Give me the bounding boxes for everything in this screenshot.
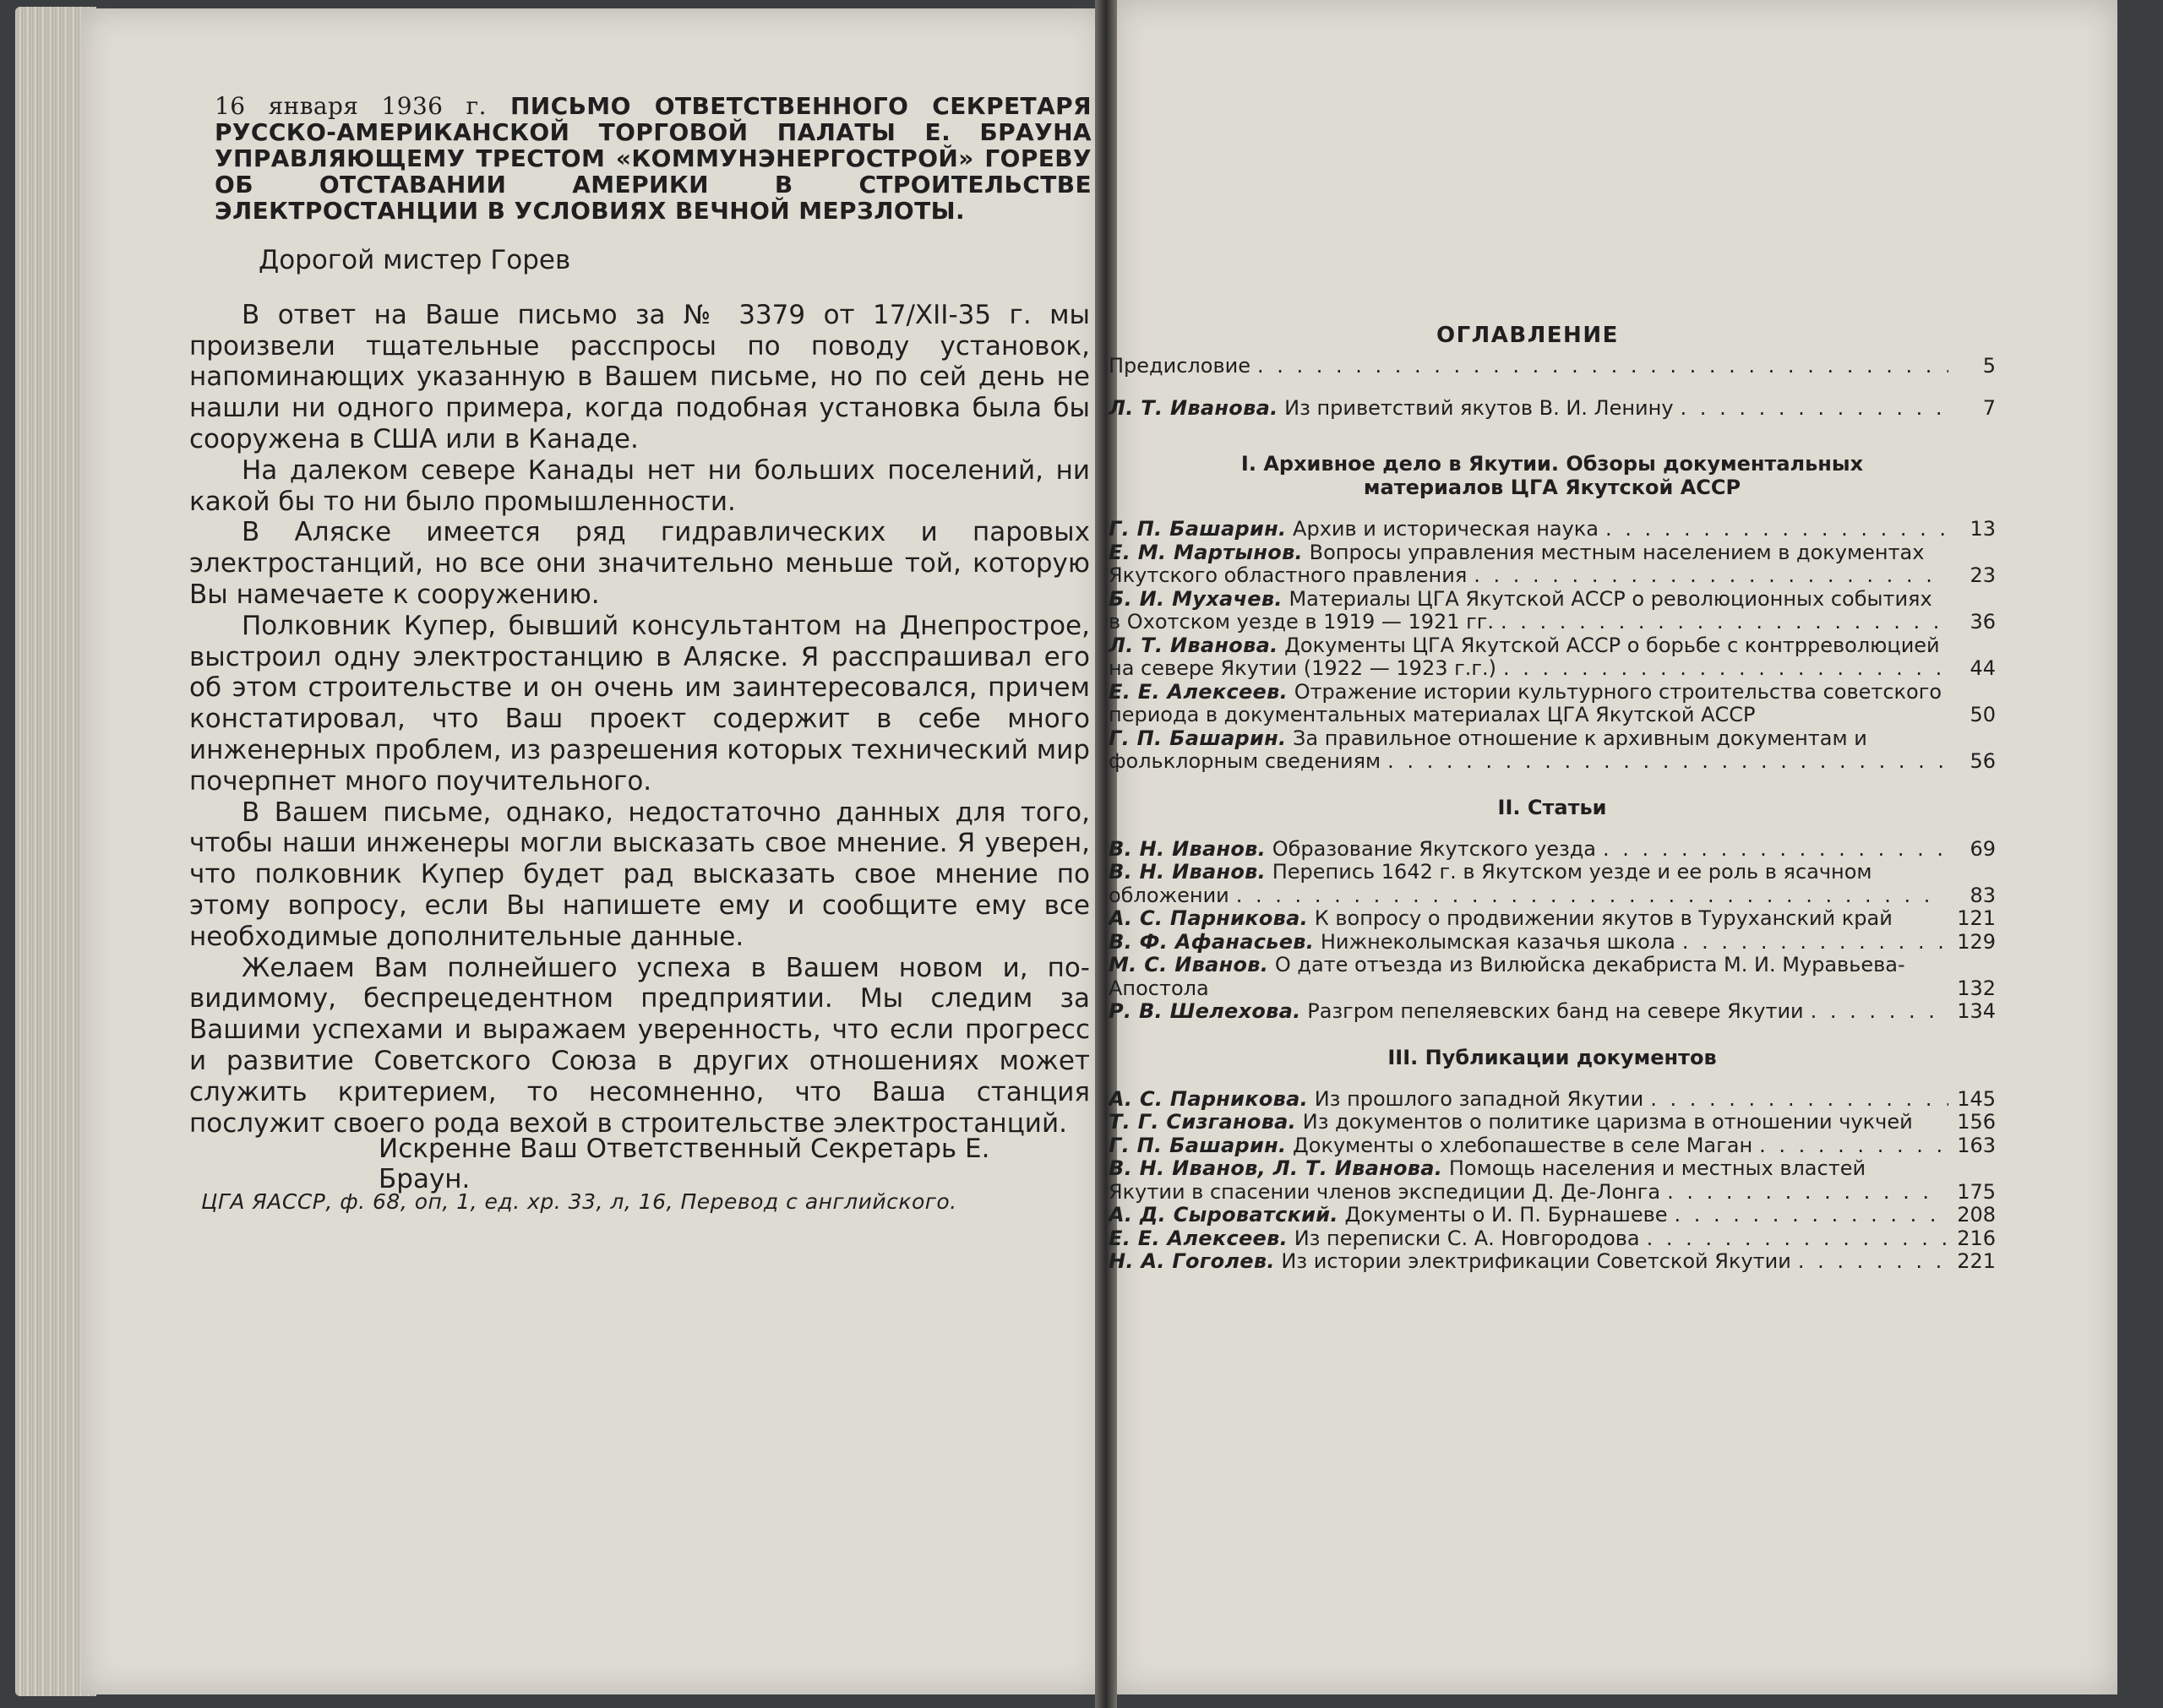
letter-paragraph: В ответ на Ваше письмо за № 3379 от 17/XII-35 г. мы произвели тщательные расспросы по поводу установок, напоминающих указанную в Вашем письме, но по сей день не нашли ни одного примера, когда подобная установка была бы сооружена в США или в Канаде. xyxy=(189,299,1090,454)
toc-entry-text: Архив и историческая наука xyxy=(1293,518,1599,541)
toc-entry-text: О дате отъезда из Вилюйска декабриста М. И. Муравьева-Апостола xyxy=(1109,954,1905,1000)
toc-page-number: 208 xyxy=(1957,1203,1996,1227)
toc-entry-text: Вопросы управления местным населением в документах Якутского областного правления xyxy=(1109,541,1925,587)
letter-salutation: Дорогой мистер Горев xyxy=(259,245,571,275)
toc-entry-text: Образование Якутского уезда xyxy=(1272,837,1597,861)
toc-entry-text: Разгром пепеляевских банд на севере Якутии xyxy=(1307,1000,1804,1023)
toc-page-number: 7 xyxy=(1982,395,1996,420)
toc-page-number: 221 xyxy=(1957,1249,1996,1273)
toc-entry xyxy=(1109,1204,1996,1227)
toc-entry-author: А. С. Парникова. xyxy=(1109,907,1309,930)
letter-paragraph: На далеком севере Канады нет ни больших поселений, ни какой бы то ни было промышленности. xyxy=(189,454,1090,517)
toc-entry-author: А. С. Парникова. xyxy=(1109,1087,1309,1111)
toc-page-number: 132 xyxy=(1957,976,1996,1000)
archive-source-note: ЦГА ЯАССР, ф. 68, оп, 1, ед. хр. 33, л, 16, Перевод с английского. xyxy=(201,1189,957,1214)
toc-section-title: I. Архивное дело в Якутии. Обзоры документальных материалов ЦГА Якутской АССР xyxy=(1240,452,1864,499)
toc-entry-author: Н. А. Гоголев. xyxy=(1109,1250,1275,1273)
toc-page-number: 13 xyxy=(1970,517,1996,541)
toc-page-number: 83 xyxy=(1970,883,1996,907)
toc-entry-text: Материалы ЦГА Якутской АССР о революционных событиях в Охотском уезде в 1919 — 1921 гг. xyxy=(1109,587,1932,634)
toc-page-number: 129 xyxy=(1957,929,1996,954)
toc-page-number: 23 xyxy=(1970,563,1996,587)
letter-paragraph: В Вашем письме, однако, недостаточно данных для того, чтобы наши инженеры могли высказать свое мнение. Я уверен, что полковник Купер будет рад высказать свое мнение по этому вопросу, если Вы напишете ему и сообщите ему все необходимые дополнительные данные. xyxy=(189,797,1090,952)
toc-page-number: 69 xyxy=(1970,836,1996,861)
toc-entry-author: В. Н. Иванов. xyxy=(1109,861,1267,884)
toc-title: ОГЛАВЛЕНИЕ xyxy=(1436,323,1619,348)
toc-entry xyxy=(1109,838,1996,862)
toc-section-title: III. Публикации документов xyxy=(1387,1045,1717,1069)
toc-entry xyxy=(1109,931,1996,955)
toc-entry xyxy=(1109,518,1996,541)
toc-entry-author: В. Н. Иванов, Л. Т. Иванова. xyxy=(1109,1157,1443,1180)
toc-page-number: 134 xyxy=(1957,999,1996,1023)
toc-entry-text: Из прошлого западной Якутии xyxy=(1314,1087,1644,1111)
toc-entry-text: К вопросу о продвижении якутов в Туруханский край xyxy=(1314,907,1893,930)
letter-title: ПИСЬМО ОТВЕТСТВЕННОГО СЕКРЕТАРЯ РУССКО-АМЕРИКАНСКОЙ ТОРГОВОЙ ПАЛАТЫ Е. БРАУНА УПРАВЛЯЮЩЕМУ ТРЕСТОМ «КОММУНЭНЕРГОСТРОЙ» ГОРЕВУ ОБ ОТСТАВАНИИ АМЕРИКИ В СТРОИТЕЛЬСТВЕ ЭЛЕКТРОСТАНЦИИ В УСЛОВИЯХ ВЕЧНОЙ МЕРЗЛОТЫ. xyxy=(215,92,1092,225)
toc-entry xyxy=(1109,1134,1996,1158)
toc-page-number: 156 xyxy=(1957,1110,1996,1134)
toc-page-number: 44 xyxy=(1970,656,1996,680)
toc-entry xyxy=(1109,681,1996,727)
letter-body xyxy=(189,245,1090,1139)
toc-page-number: 216 xyxy=(1957,1226,1996,1250)
toc-entry-author: А. Д. Сыроватский. xyxy=(1109,1204,1338,1227)
toc-entry-text: Документы о И. П. Бурнашеве xyxy=(1344,1204,1668,1227)
toc-page-number: 121 xyxy=(1957,906,1996,930)
toc-entry xyxy=(1109,1250,1996,1274)
toc-entry xyxy=(1109,954,1996,1000)
toc-entry-text: Из истории электрификации Советской Якутии xyxy=(1281,1250,1791,1273)
toc-entry-author: В. Ф. Афанасьев. xyxy=(1109,930,1315,954)
toc-entry-author: М. С. Иванов. xyxy=(1109,954,1269,976)
toc-entry-author: Б. И. Мухачев. xyxy=(1109,587,1283,611)
toc-entry xyxy=(1109,1111,1996,1134)
toc-entry-author: Е. М. Мартынов. xyxy=(1109,541,1303,564)
toc-entry-text: Документы ЦГА Якутской АССР о борьбе с контрреволюцией на севере Якутии (1922 — 1923 г.г.) xyxy=(1109,634,1940,680)
toc-entry-text: Помощь населения и местных властей Якутии в спасении членов экспедиции Д. Де-Лонга xyxy=(1109,1157,1866,1204)
letter-paragraph: Желаем Вам полнейшего успеха в Вашем новом и, по-видимому, беспрецедентном предприятии. Мы следим за Вашими успехами и выражаем уверенность, что если прогресс и развитие Советского Союза в других отношениях может служить критерием, то несомненно, что Ваша станция послужит своего рода вехой в строительстве электростанций. xyxy=(189,952,1090,1139)
letter-heading xyxy=(215,93,1092,224)
toc-entry xyxy=(1109,397,1996,421)
toc-entry-text: Нижнеколымская казачья школа xyxy=(1320,930,1675,954)
toc-entry xyxy=(1109,1088,1996,1112)
toc-page-number: 50 xyxy=(1970,703,1996,726)
toc-entry xyxy=(1109,588,1996,634)
toc-page-number: 36 xyxy=(1970,610,1996,634)
toc-entry-author: В. Н. Иванов. xyxy=(1109,837,1267,861)
letter-paragraph: В Аляске имеется ряд гидравлических и паровых электростанций, но все они значительно меньше той, которую Вы намечаете к сооружению. xyxy=(189,517,1090,610)
letter-date: 16 января 1936 г. xyxy=(215,92,487,120)
toc-page-number: 56 xyxy=(1970,749,1996,773)
toc-entry-text: Перепись 1642 г. в Якутском уезде и ее роль в ясачном обложении xyxy=(1109,861,1872,907)
toc-entry xyxy=(1109,1000,1996,1024)
toc-entry-text: Предисловие xyxy=(1109,355,1250,378)
toc-entry-text: Отражение истории культурного строительства советского периода в документальных материалах ЦГА Якутской АССР xyxy=(1109,680,1942,726)
toc-entry xyxy=(1109,634,1996,681)
toc-entry xyxy=(1109,907,1996,931)
toc-entry xyxy=(1109,541,1996,588)
table-of-contents xyxy=(1109,355,1996,1274)
toc-section-title: II. Статьи xyxy=(1497,795,1607,819)
toc-entry-author: Е. Е. Алексеев. xyxy=(1109,680,1289,704)
toc-entry-text: Из документов о политике царизма в отношении чукчей xyxy=(1302,1111,1913,1134)
toc-entry-author: Р. В. Шелехова. xyxy=(1109,1000,1301,1023)
toc-entry-author: Г. П. Башарин. xyxy=(1109,1134,1287,1157)
toc-entry xyxy=(1109,861,1996,907)
toc-page-number: 163 xyxy=(1957,1133,1996,1157)
toc-entry-text: Из приветствий якутов В. И. Ленину xyxy=(1284,396,1674,420)
toc-entry-author: Г. П. Башарин. xyxy=(1109,518,1287,541)
letter-signature: Искренне Ваш Ответственный Секретарь Е. Браун. xyxy=(379,1134,990,1194)
toc-entry xyxy=(1109,1227,1996,1251)
toc-entry-author: Л. Т. Иванова. xyxy=(1109,634,1278,657)
toc-entry-text: Документы о хлебопашестве в селе Маган xyxy=(1293,1134,1753,1157)
toc-entry-author: Л. Т. Иванова. xyxy=(1109,396,1278,420)
toc-entry-author: Т. Г. Сизганова. xyxy=(1109,1111,1297,1134)
toc-entry-author: Г. П. Башарин. xyxy=(1109,726,1287,750)
toc-entry-author: Е. Е. Алексеев. xyxy=(1109,1227,1289,1250)
toc-page-number: 175 xyxy=(1957,1179,1996,1204)
toc-entry xyxy=(1109,727,1996,774)
toc-page-number: 5 xyxy=(1982,354,1996,378)
toc-entry-text: Из переписки С. А. Новгородова xyxy=(1294,1227,1640,1250)
toc-page-number: 145 xyxy=(1957,1086,1996,1111)
toc-entry xyxy=(1109,1157,1996,1204)
letter-paragraph: Полковник Купер, бывший консультантом на Днепрострое, выстроил одну электростанцию в Аляске. Я расспрашивал его об этом строительстве и он очень им заинтересовался, причем констатировал, что Ваш проект содержит в себе много инженерных проблем, из разрешения которых технический мир почерпнет много поучительного. xyxy=(189,610,1090,797)
toc-entry-text: За правильное отношение к архивным документам и фольклорным сведениям xyxy=(1109,726,1867,773)
toc-entry xyxy=(1109,355,1996,378)
